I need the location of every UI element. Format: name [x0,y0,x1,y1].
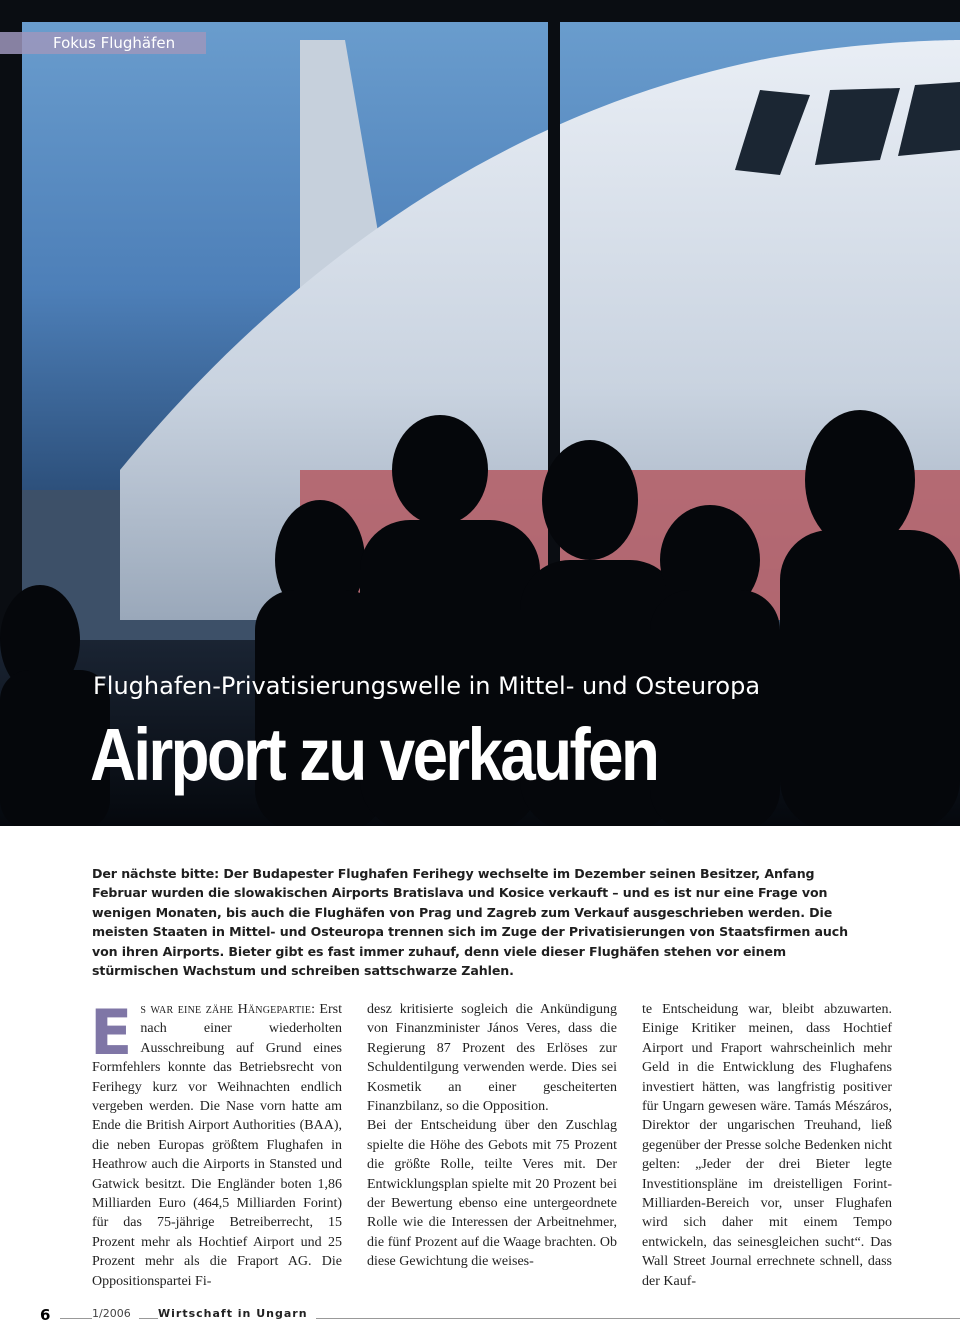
lead-in-smallcaps: s war eine zähe Hängepartie: [140,1002,316,1017]
body-paragraph: Bei der Entscheidung über den Zuschlag spielte die Höhe des Gebots mit 75 Prozent die größte Rolle, teilte Veres mit. Der Entwicklungsplan spielte mit 20 Prozent bei der Bewertung ebenso eine untergeordnete Rolle wie die Interessen der Arbeitnehmer, die fünf Prozent auf die Waage brachten. Ob diese Gewichtung die weises- [367,1118,617,1270]
section-tab [0,32,206,54]
section-label: Fokus Flughäfen [53,34,176,52]
body-text: Erst nach einer wiederholten Ausschreibung auf Grund eines Formfehlers konnte das Betriebsrecht von Ferihegy kurz vor Weihnachten endlich vergeben werden. Die Nase vorn hatte am Ende die British Airport Authorities (BAA), die neben Europas größtem Flughafen in Heathrow auch die Airports in Stansted und Gatwick besitzt. Die Engländer boten 1,86 Milliarden Euro (464,5 Milliarden Forint) für das 75-jährige Betreiberrecht, 15 Prozent mehr als Hochtief Airport und 25 Prozent mehr als die Fraport AG. Die Oppositionspartei Fi- [92,1002,342,1289]
issue-number: 1/2006 [92,1307,139,1320]
body-column-3 [642,1000,892,1291]
body-paragraph: te Entscheidung war, bleibt abzuwarten. Einige Kritiker meinen, dass Hochtief Airport und Fraport wahrscheinlich mehr Geld in die Entwicklung des Flughafens investiert hätten, was langfristig positiver für Ungarn gewesen wäre. Tamás Mészáros, Direktor der ungarischen Treuhand, ließ gegenüber der Presse solche Bedenken nicht gelten: „Jeder der drei Bieter legte Investitionspläne im dreistelligen Forint-Milliarden-Bereich vor, unser Flughafen wird sich daher mit einem Tempo entwickeln, das seinesgleichen sucht“. Das Wall Street Journal errechnete schnell, dass der Kauf- [642,1002,892,1289]
drop-cap: E [90,996,133,1069]
magazine-name: Wirtschaft in Ungarn [158,1307,316,1320]
page-footer [0,1306,960,1326]
body-column-1 [90,996,342,1291]
page-number: 6 [40,1306,51,1324]
article-headline: Airport zu verkaufen [90,713,658,796]
body-paragraph [90,996,342,1291]
body-paragraph: desz kritisierte sogleich die Ankündigung von Finanzminister János Veres, dass die Regierung 87 Prozent des Erlöses zur Schuldentilgung verwenden werde. Dies sei Kosmetik an einer gescheiterten Finanzbilanz, so die Opposition. [367,1002,617,1115]
article-lead: Der nächste bitte: Der Budapester Flughafen Ferihegy wechselte im Dezember seinen Besitzer, Anfang Februar wurden die slowakischen Airports Bratislava und Kosice verkauft – und es ist nur eine Frage von wenigen Monaten, bis auch die Flughäfen von Prag und Zagreb zum Verkauf ausgeschrieben werden. Die meisten Staaten in Mittel- und Osteuropa trennen sich im Zuge der Privatisierungen von Staatsfirmen auch von ihren Airports. Bieter gibt es fast immer zuhauf, denn viele dieser Flughäfen stehen vor einem stürmischen Wachstum und schreiben sattschwarze Zahlen. [92,866,849,979]
body-column-2 [367,1000,617,1272]
article-kicker: Flughafen-Privatisierungswelle in Mittel- und Osteuropa [93,672,761,700]
